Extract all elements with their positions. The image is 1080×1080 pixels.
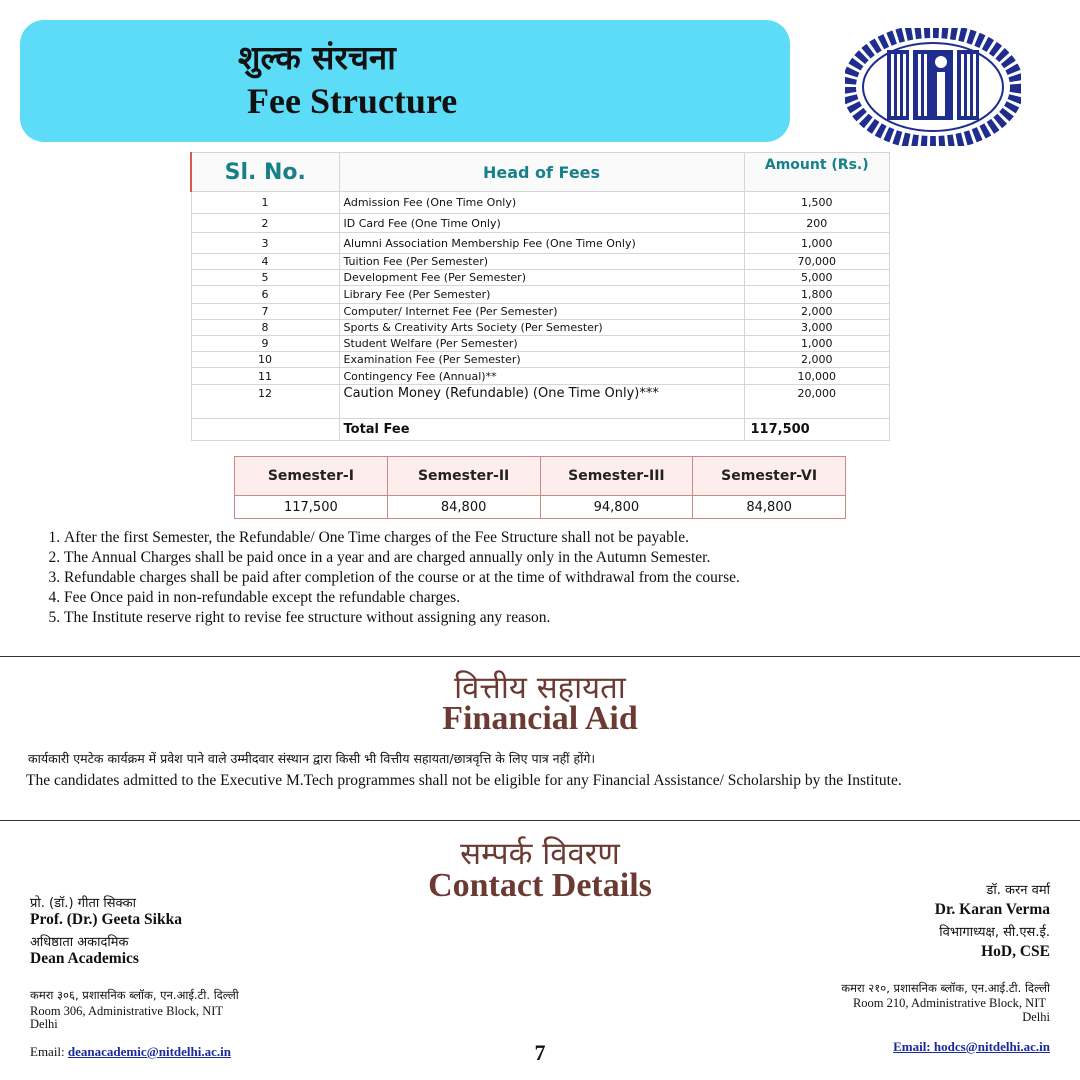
financial-aid-text-hindi: कार्यकारी एमटेक कार्यक्रम में प्रवेश पाने वाले उम्मीदवार संस्थान द्वारा किसी भी वित्तीय सहायता/छात्रवृत्ति के लिए पात्र नहीं होंगे। xyxy=(28,751,596,766)
hod-role: HoD, CSE xyxy=(981,943,1050,960)
row-amount: 70,000 xyxy=(744,254,890,270)
row-head: Contingency Fee (Annual)** xyxy=(339,368,744,385)
column-header-sl: Sl. No. xyxy=(191,153,339,192)
fee-notes-list xyxy=(42,528,740,628)
row-head: Examination Fee (Per Semester) xyxy=(339,352,744,368)
page-title-hindi: शुल्क संरचना xyxy=(238,38,396,77)
column-header-amount: Amount (Rs.) xyxy=(744,153,890,192)
row-amount: 1,800 xyxy=(744,286,890,304)
table-row xyxy=(191,385,890,419)
financial-aid-title: Financial Aid xyxy=(442,700,638,737)
row-head: Tuition Fee (Per Semester) xyxy=(339,254,744,270)
row-head: Sports & Creativity Arts Society (Per Semester) xyxy=(339,320,744,336)
dean-role-hindi: अधिष्ठाता अकादमिक xyxy=(30,935,129,950)
fee-table-header-row xyxy=(191,153,890,192)
hod-room-hindi: कमरा २१०, प्रशासनिक ब्लॉक, एन.आई.टी. दिल्ली xyxy=(841,981,1050,995)
row-head: Caution Money (Refundable) (One Time Only)*** xyxy=(339,385,744,419)
institute-emblem-icon xyxy=(845,28,1021,146)
row-head: Computer/ Internet Fee (Per Semester) xyxy=(339,304,744,320)
semester-header: Semester-III xyxy=(540,457,693,496)
table-row xyxy=(191,270,890,286)
dean-name: Prof. (Dr.) Geeta Sikka xyxy=(30,911,182,928)
row-sl: 8 xyxy=(191,320,339,336)
hod-name: Dr. Karan Verma xyxy=(934,901,1050,918)
row-sl: 12 xyxy=(191,385,339,419)
row-sl: 2 xyxy=(191,214,339,233)
row-head: Admission Fee (One Time Only) xyxy=(339,192,744,214)
hod-room: Room 210, Administrative Block, NIT xyxy=(852,996,1046,1010)
financial-aid-text: The candidates admitted to the Executive M.Tech programmes shall not be eligible for any Financial Assistance/ Scholarship by the Institute. xyxy=(26,772,902,789)
row-head: Development Fee (Per Semester) xyxy=(339,270,744,286)
row-amount: 20,000 xyxy=(744,385,890,419)
semester-value: 117,500 xyxy=(235,496,388,519)
row-amount: 2,000 xyxy=(744,304,890,320)
financial-aid-title-hindi: वित्तीय सहायता xyxy=(454,670,626,706)
page-number: 7 xyxy=(534,1040,546,1065)
semester-header: Semester-VI xyxy=(693,457,846,496)
row-amount: 5,000 xyxy=(744,270,890,286)
row-amount: 1,000 xyxy=(744,336,890,352)
row-head: Alumni Association Membership Fee (One Time Only) xyxy=(339,233,744,254)
list-item: 1. After the first Semester, the Refundable/ One Time charges of the Fee Structure shall not be payable. xyxy=(64,528,740,548)
semester-value: 84,800 xyxy=(387,496,540,519)
row-amount: 200 xyxy=(744,214,890,233)
semester-value: 84,800 xyxy=(693,496,846,519)
row-amount: 1,500 xyxy=(744,192,890,214)
row-sl: 7 xyxy=(191,304,339,320)
table-row xyxy=(191,254,890,270)
table-row xyxy=(191,286,890,304)
table-row xyxy=(191,320,890,336)
list-item: 5. The Institute reserve right to revise fee structure without assigning any reason. xyxy=(64,608,740,628)
list-item: 3. Refundable charges shall be paid after completion of the course or at the time of withdrawal from the course. xyxy=(64,568,740,588)
hod-email-link[interactable]: Email: hodcs@nitdelhi.ac.in xyxy=(893,1039,1050,1054)
table-row xyxy=(191,192,890,214)
divider xyxy=(0,656,1080,657)
row-amount: 10,000 xyxy=(744,368,890,385)
dean-role: Dean Academics xyxy=(30,950,139,967)
semester-header: Semester-II xyxy=(387,457,540,496)
row-head: ID Card Fee (One Time Only) xyxy=(339,214,744,233)
row-sl: 3 xyxy=(191,233,339,254)
row-sl: 9 xyxy=(191,336,339,352)
table-row xyxy=(191,304,890,320)
row-sl: 4 xyxy=(191,254,339,270)
total-row xyxy=(191,419,890,441)
dean-room-city: Delhi xyxy=(30,1017,58,1031)
row-amount: 3,000 xyxy=(744,320,890,336)
total-amount: 117,500 xyxy=(744,419,890,441)
row-sl: 10 xyxy=(191,352,339,368)
table-row xyxy=(191,352,890,368)
semester-header: Semester-I xyxy=(235,457,388,496)
email-label: Email: xyxy=(30,1044,65,1059)
fee-table xyxy=(190,152,890,441)
row-head: Student Welfare (Per Semester) xyxy=(339,336,744,352)
contact-title: Contact Details xyxy=(428,867,652,904)
table-row xyxy=(191,214,890,233)
contact-title-hindi: सम्पर्क विवरण xyxy=(460,836,620,872)
page-title: Fee Structure xyxy=(247,81,458,121)
row-amount: 1,000 xyxy=(744,233,890,254)
row-sl: 1 xyxy=(191,192,339,214)
total-label: Total Fee xyxy=(339,419,744,441)
column-header-head: Head of Fees xyxy=(339,153,744,192)
row-sl: 5 xyxy=(191,270,339,286)
semester-value-row xyxy=(235,496,846,519)
semester-header-row xyxy=(235,457,846,496)
dean-email-link[interactable]: deanacademic@nitdelhi.ac.in xyxy=(67,1044,231,1059)
hod-room-city: Delhi xyxy=(1022,1010,1050,1024)
total-sl-empty xyxy=(191,419,339,441)
row-sl: 11 xyxy=(191,368,339,385)
row-head: Library Fee (Per Semester) xyxy=(339,286,744,304)
hod-name-hindi: डॉ. करन वर्मा xyxy=(986,883,1050,898)
table-row xyxy=(191,233,890,254)
semester-value: 94,800 xyxy=(540,496,693,519)
divider xyxy=(0,820,1080,821)
dean-room-hindi: कमरा ३०६, प्रशासनिक ब्लॉक, एन.आई.टी. दिल्ली xyxy=(30,988,239,1002)
hod-role-hindi: विभागाध्यक्ष, सी.एस.ई. xyxy=(939,925,1050,940)
table-row xyxy=(191,368,890,385)
dean-room: Room 306, Administrative Block, NIT xyxy=(30,1004,224,1018)
list-item: 2. The Annual Charges shall be paid once in a year and are charged annually only in the Autumn Semester. xyxy=(64,548,740,568)
dean-name-hindi: प्रो. (डॉ.) गीता सिक्का xyxy=(30,896,136,911)
list-item: 4. Fee Once paid in non-refundable except the refundable charges. xyxy=(64,588,740,608)
row-amount: 2,000 xyxy=(744,352,890,368)
semester-table xyxy=(234,456,846,519)
table-row xyxy=(191,336,890,352)
row-sl: 6 xyxy=(191,286,339,304)
